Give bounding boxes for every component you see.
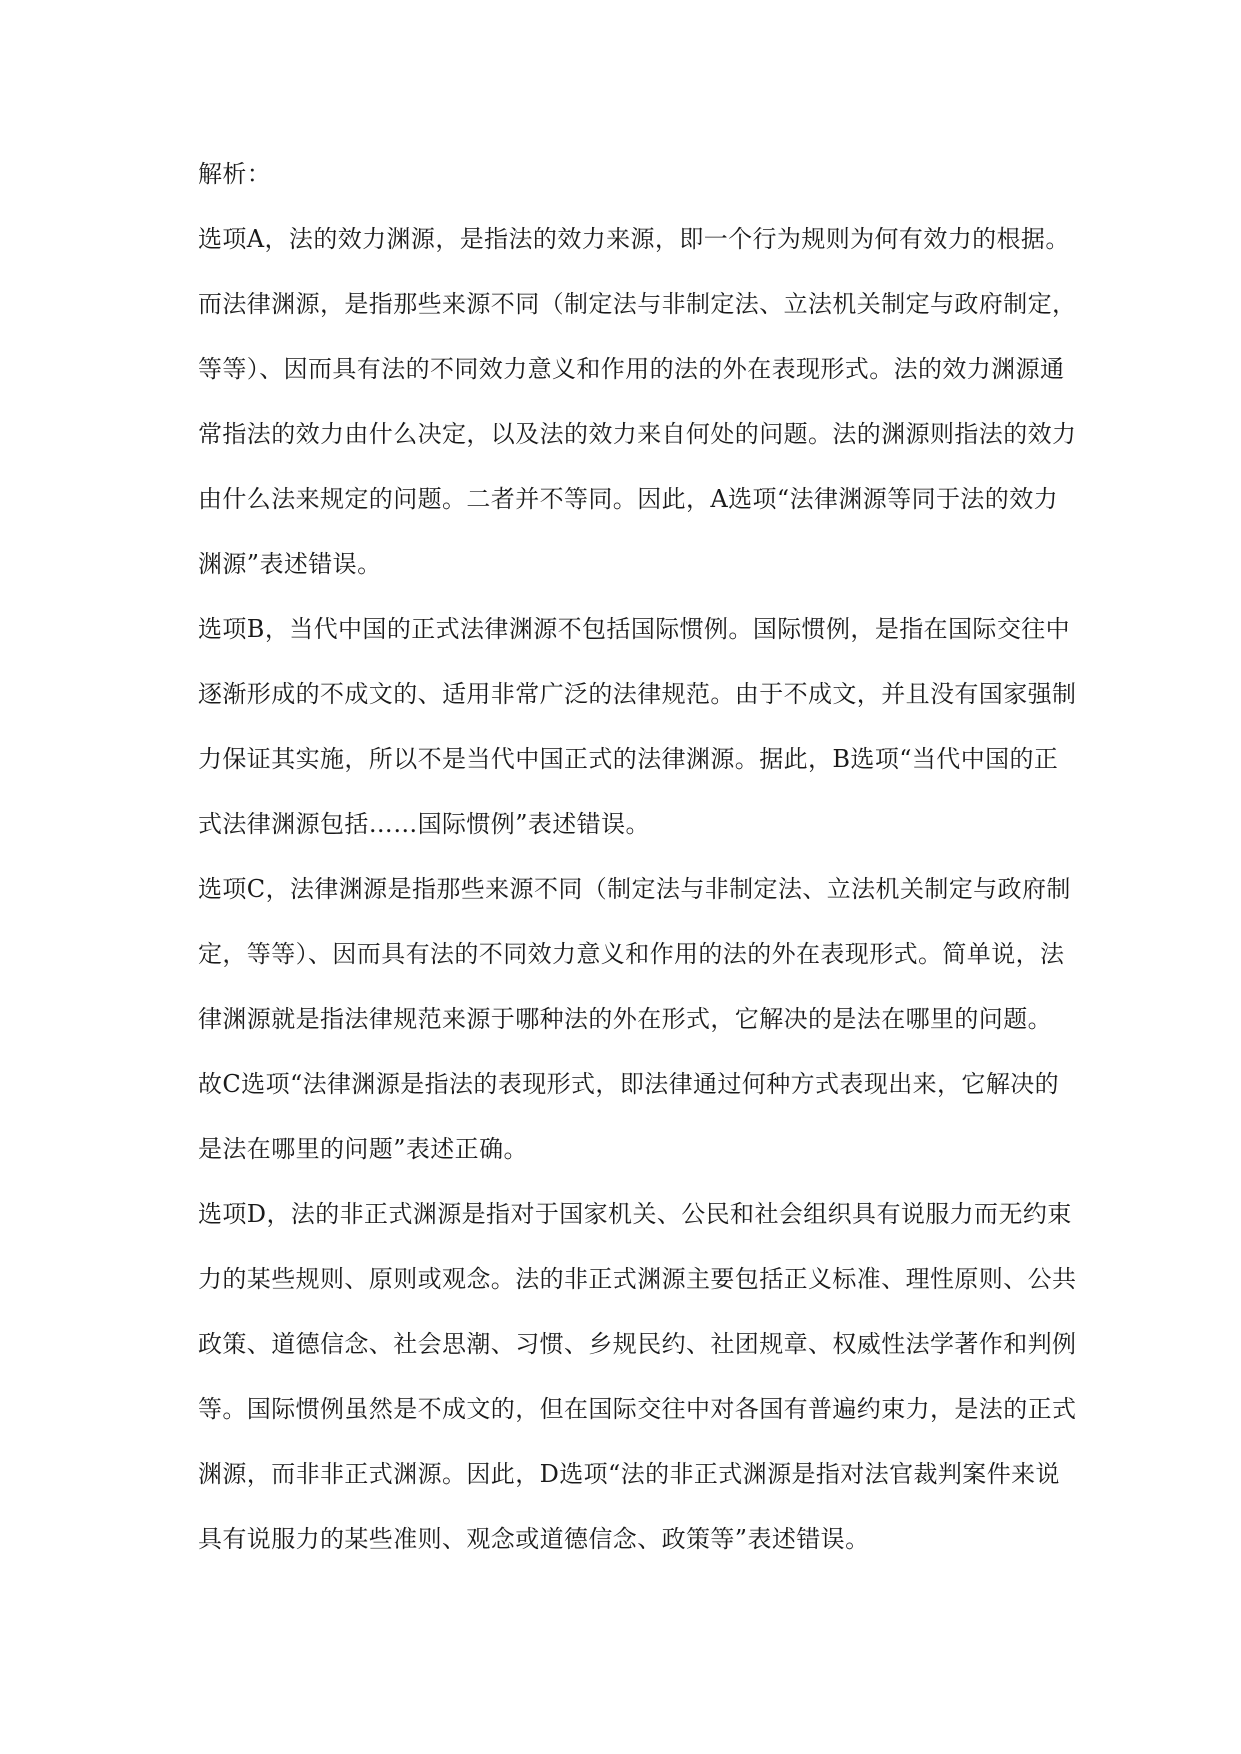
text-line: 选项B，当代中国的正式法律渊源不包括国际惯例。国际惯例，是指在国际交往中 [198,615,1071,643]
text-line: 定，等等）、因而具有法的不同效力意义和作用的法的外在表现形式。简单说，法 [198,940,1065,968]
text-line: 选项D，法的非正式渊源是指对于国家机关、公民和社会组织具有说服力而无约束 [198,1200,1072,1228]
text-line: 由什么法来规定的问题。二者并不等同。因此，A选项“法律渊源等同于法的效力 [198,485,1058,513]
text-line: 而法律渊源，是指那些来源不同（制定法与非制定法、立法机关制定与政府制定， [198,290,1077,318]
text-line: 政策、道德信念、社会思潮、习惯、乡规民约、社团规章、权威性法学著作和判例 [198,1330,1077,1358]
text-line: 律渊源就是指法律规范来源于哪种法的外在形式，它解决的是法在哪里的问题。 [198,1005,1052,1033]
text-line: 具有说服力的某些准则、观念或道德信念、政策等”表述错误。 [198,1525,870,1553]
analysis-heading: 解析： [198,160,272,188]
text-line: 力的某些规则、原则或观念。法的非正式渊源主要包括正义标准、理性原则、公共 [198,1265,1077,1293]
text-line: 等。国际惯例虽然是不成文的，但在国际交往中对各国有普遍约束力，是法的正式 [198,1395,1077,1423]
text-line: 逐渐形成的不成文的、适用非常广泛的法律规范。由于不成文，并且没有国家强制 [198,680,1077,708]
text-line: 等等）、因而具有法的不同效力意义和作用的法的外在表现形式。法的效力渊源通 [198,355,1065,383]
text-line: 渊源”表述错误。 [198,550,382,578]
document-page [198,142,1078,1572]
text-line: 是法在哪里的问题”表述正确。 [198,1135,528,1163]
text-line: 渊源，而非非正式渊源。因此，D选项“法的非正式渊源是指对法官裁判案件来说 [198,1460,1060,1488]
text-line: 式法律渊源包括……国际惯例”表述错误。 [198,810,650,838]
text-line: 选项A，法的效力渊源，是指法的效力来源，即一个行为规则为何有效力的根据。 [198,225,1070,253]
text-line: 选项C，法律渊源是指那些来源不同（制定法与非制定法、立法机关制定与政府制 [198,875,1071,903]
text-line: 力保证其实施，所以不是当代中国正式的法律渊源。据此，B选项“当代中国的正 [198,745,1059,773]
text-line: 常指法的效力由什么决定，以及法的效力来自何处的问题。法的渊源则指法的效力 [198,420,1077,448]
text-line: 故C选项“法律渊源是指法的表现形式，即法律通过何种方式表现出来，它解决的 [198,1070,1060,1098]
